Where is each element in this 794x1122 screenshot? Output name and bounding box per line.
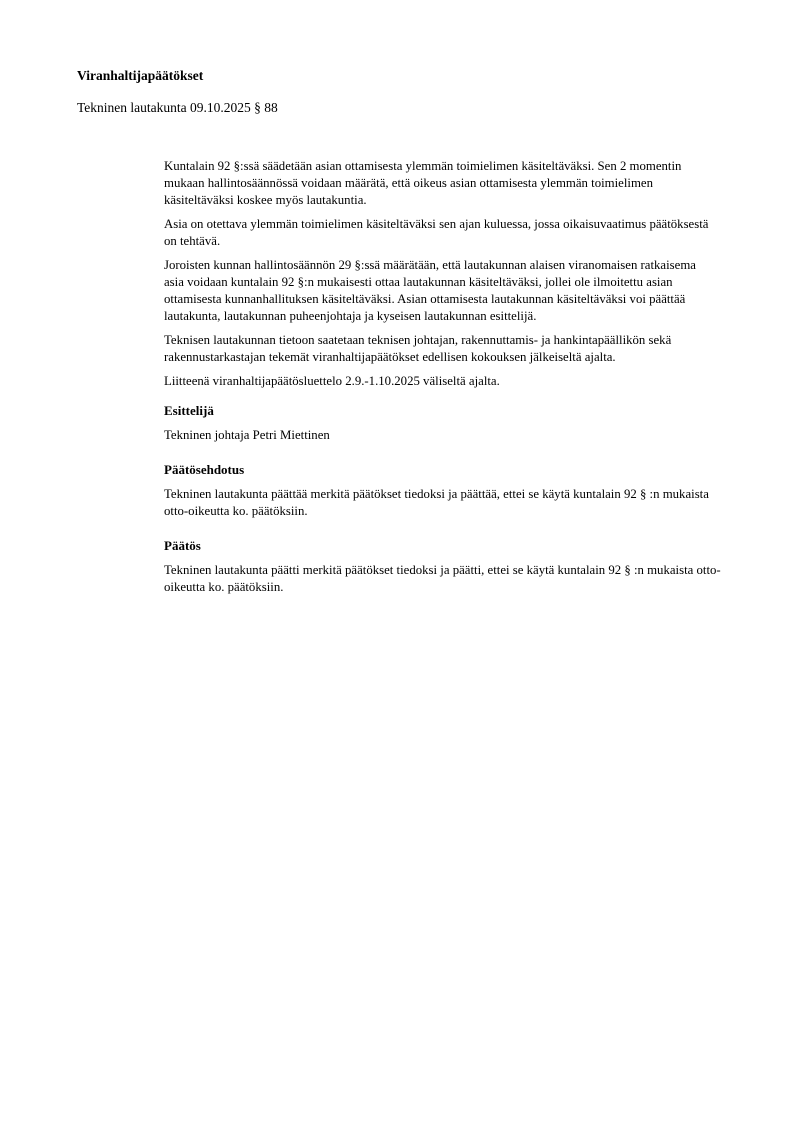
meeting-reference: Tekninen lautakunta 09.10.2025 § 88: [77, 100, 278, 115]
presenter-heading: Esittelijä: [164, 403, 214, 418]
document-title: Viranhaltijapäätökset: [77, 68, 204, 83]
body-paragraph: Teknisen lautakunnan tietoon saatetaan teknisen johtajan, rakennuttamis- ja hankintapäällikön sekä rakennustarkastajan tekemät viranhaltijapäätökset edellisen kokouksen jälkeiseltä ajalta.: [164, 333, 672, 364]
proposal-text: Tekninen lautakunta päättää merkitä päätökset tiedoksi ja päättää, ettei se käytä kuntalain 92 § :n mukaista otto-oikeutta ko. päätöksiin.: [164, 487, 709, 518]
proposal-heading: Päätösehdotus: [164, 462, 245, 477]
body-paragraph: Kuntalain 92 §:ssä säädetään asian ottamisesta ylemmän toimielimen käsiteltäväksi. Sen 2 momentin mukaan hallintosäännössä voidaan määrätä, että oikeus asian ottamisesta ylemmän toimielimen käsiteltäväksi koskee myös lautakuntia.: [164, 159, 682, 207]
presenter-text: Tekninen johtaja Petri Miettinen: [164, 428, 330, 442]
body-paragraph: Joroisten kunnan hallintosäännön 29 §:ssä määrätään, että lautakunnan alaisen viranomaisen ratkaisema asia voidaan kuntalain 92 §:n mukaisesti ottaa lautakunnan käsiteltäväksi, jollei ole ilmoitettu asian ottamisesta kunnanhallituksen käsiteltäväksi. Asian ottamisesta lautakunnan käsiteltäväksi voi päättää lautakunta, lautakunnan puheenjohtaja ja kyseisen lautakunnan esittelijä.: [164, 258, 696, 323]
decision-heading: Päätös: [164, 538, 201, 553]
decision-text: Tekninen lautakunta päätti merkitä päätökset tiedoksi ja päätti, ettei se käytä kuntalain 92 § :n mukaista otto-oikeutta ko. päätöksiin.: [164, 563, 721, 594]
document-body: [164, 158, 736, 596]
body-paragraph: Liitteenä viranhaltijapäätösluettelo 2.9.-1.10.2025 väliseltä ajalta.: [164, 374, 500, 388]
body-paragraph: Asia on otettava ylemmän toimielimen käsiteltäväksi sen ajan kuluessa, jossa oikaisuvaatimus päätöksestä on tehtävä.: [164, 217, 709, 248]
